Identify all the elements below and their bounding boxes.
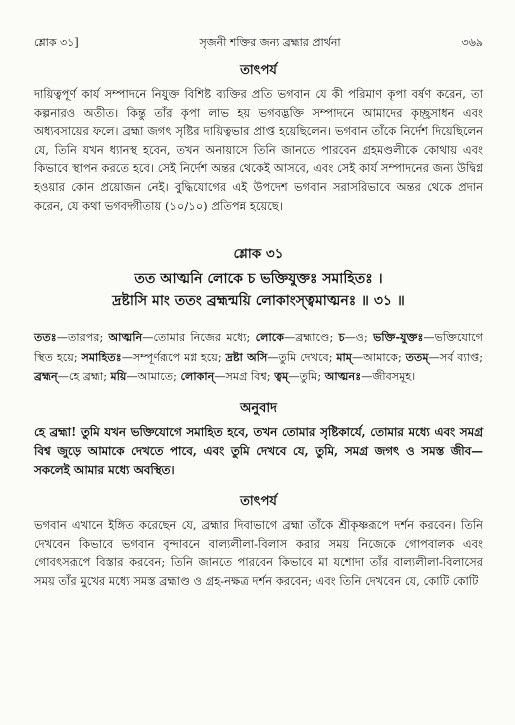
- translation-heading: অনুবাদ: [240, 400, 277, 416]
- verse-section: [34, 243, 483, 312]
- synonym-term: চ: [338, 330, 345, 345]
- synonym-term: লোকান্: [180, 369, 215, 384]
- synonym-meaning: —জীবসমূহ।: [361, 370, 416, 384]
- synonym-meaning: —সমগ্র বিশ্ব;: [214, 370, 275, 384]
- header-chapter-title: সৃজনী শক্তির জন্য ব্রহ্মার প্রার্থনা: [199, 36, 341, 49]
- synonym-meaning: —তোমার নিজের মধ্যে;: [142, 331, 256, 345]
- synonym-meaning: —সর্ব ব্যাপ্ত;: [428, 350, 483, 364]
- header-page-number: ৩৬৯: [461, 36, 483, 49]
- synonym-term: আত্মনি: [108, 330, 143, 345]
- translation-text: হে ব্রহ্মা! তুমি যখন ভক্তিযোগে সমাহিত হবে, তখন তোমার সৃষ্টিকার্যে, তোমার মধ্যে এবং সমগ্র বিশ্ব জুড়ে আমাকে দেখতে পাবে, এবং তুমি দেখবে যে, তুমি, সমগ্র জগৎ ও সমস্ত জীব—সকলেই আমার মধ্যে অবস্থিত।: [34, 424, 483, 477]
- synonym-term: সমাহিতঃ: [81, 349, 122, 364]
- synonym-term: দ্রষ্টা অসি: [225, 349, 268, 364]
- purport-text-2: ভগবান এখানে ইঙ্গিত করেছেন যে, ব্রহ্মার দিবাভাগে ব্রহ্মা তাঁকে শ্রীকৃষ্ণরূপে দর্শন করবেন। তিনি দেখবেন কিভাবে ভগবান বৃন্দাবনে বাল্যলীলা-বিলাস করার সময় নিজেকে গোপবালক এবং গোবৎসরূপে বিস্তার করবেন; তিনি জানতে পারবেন কিভাবে মা যশোদা তাঁর বাল্যলীলা-বিলাসের সময় তাঁর মুখের মধ্যে সমস্ত ব্রহ্মাণ্ড ও গ্রহ-নক্ষত্র দর্শন করবেন; এবং তিনি দেখবেন যে, কোটি কোটি: [34, 517, 483, 588]
- translation-section: [34, 399, 483, 480]
- synonym-term: মাম্: [336, 349, 352, 364]
- synonym-meaning: —তুমি দেখবে;: [267, 350, 337, 364]
- verse-line-2: দ্রষ্টাসি মাং ততং ব্রহ্মন্ময়ি লোকাংস্ত্বমাত্মনঃ ॥ ৩১ ॥: [112, 293, 405, 310]
- synonym-meaning: —ব্রহ্মাণ্ডে;: [284, 331, 339, 345]
- verse-number: শ্লোক ৩১: [233, 246, 284, 263]
- synonym-meaning: —সম্পূর্ণরূপে মগ্ন হয়ে;: [121, 350, 226, 364]
- synonym-term: আত্মনঃ: [324, 369, 362, 384]
- purport-heading-2: তাৎপর্য: [240, 493, 277, 509]
- purport-text-1: দায়িত্বপূর্ণ কার্য সম্পাদনে নিযুক্ত বিশিষ্ট ব্যক্তির প্রতি ভগবান যে কী পরিমাণ কৃপা বর্ষণ করেন, তা কল্পনারও অতীত। কিন্তু তাঁর কৃপা লাভ হয় ভগবদ্ভক্তি সম্পাদনে আমাদের কৃচ্ছ্রসাধন এবং অধ্যবসায়ের ফলে। ব্রহ্মা জগৎ সৃষ্টির দায়িত্বভার প্রাপ্ত হয়েছিলেন। ভগবান তাঁকে নির্দেশ দিয়েছিলেন যে, তিনি যখন ধ্যানস্থ হবেন, তখন অনায়াসে তিনি জানতে পারবেন গ্রহমণ্ডলীকে কোথায় এবং কিভাবে স্থাপন করতে হবে। সেই নির্দেশ অন্তর থেকেই আসবে, এবং সেই কার্য সম্পাদনের জন্য উদ্বিগ্ন হওয়ার কোন প্রয়োজন নেই। বুদ্ধিযোগের এই উপদেশ ভগবান সরাসরিভাবে অন্তর থেকে প্রদান করেন, যে কথা ভগবদ্গীতায় (১০/১০) প্রতিপন্ন হয়েছে।: [34, 87, 483, 213]
- synonym-term: ময়ি: [110, 369, 127, 384]
- synonym-term: ব্রহ্মন্: [34, 369, 58, 384]
- purport-section-2: [34, 492, 483, 590]
- purport-heading-1: তাৎপর্য: [240, 63, 277, 78]
- verse-line-1: তত আত্মনি লোকে চ ভক্তিযুক্তঃ সমাহিতঃ ।: [134, 271, 383, 288]
- synonym-meaning: —তুমি;: [288, 370, 325, 384]
- page-header: [34, 34, 483, 52]
- word-synonyms: [34, 328, 483, 387]
- synonym-meaning: —ও;: [344, 331, 374, 345]
- synonym-term: ততঃ: [34, 330, 57, 345]
- synonym-meaning: —আমাকে;: [351, 350, 406, 364]
- synonym-term: ত্বম্: [274, 369, 289, 384]
- synonym-meaning: —তারপর;: [56, 331, 109, 345]
- synonym-term: ততম্: [405, 349, 429, 364]
- synonym-meaning: —আমাতে;: [126, 370, 181, 384]
- header-verse-ref: শ্লোক ৩১]: [34, 36, 79, 49]
- synonym-term: ভক্তি-যুক্তঃ: [373, 330, 424, 345]
- synonym-meaning: —ভক্তিযোগে স্থিত হয়ে;: [34, 331, 484, 364]
- purport-section-1: [34, 61, 483, 215]
- synonym-meaning: —হে ব্রহ্মা;: [57, 370, 111, 384]
- synonym-term: লোকে: [255, 330, 285, 345]
